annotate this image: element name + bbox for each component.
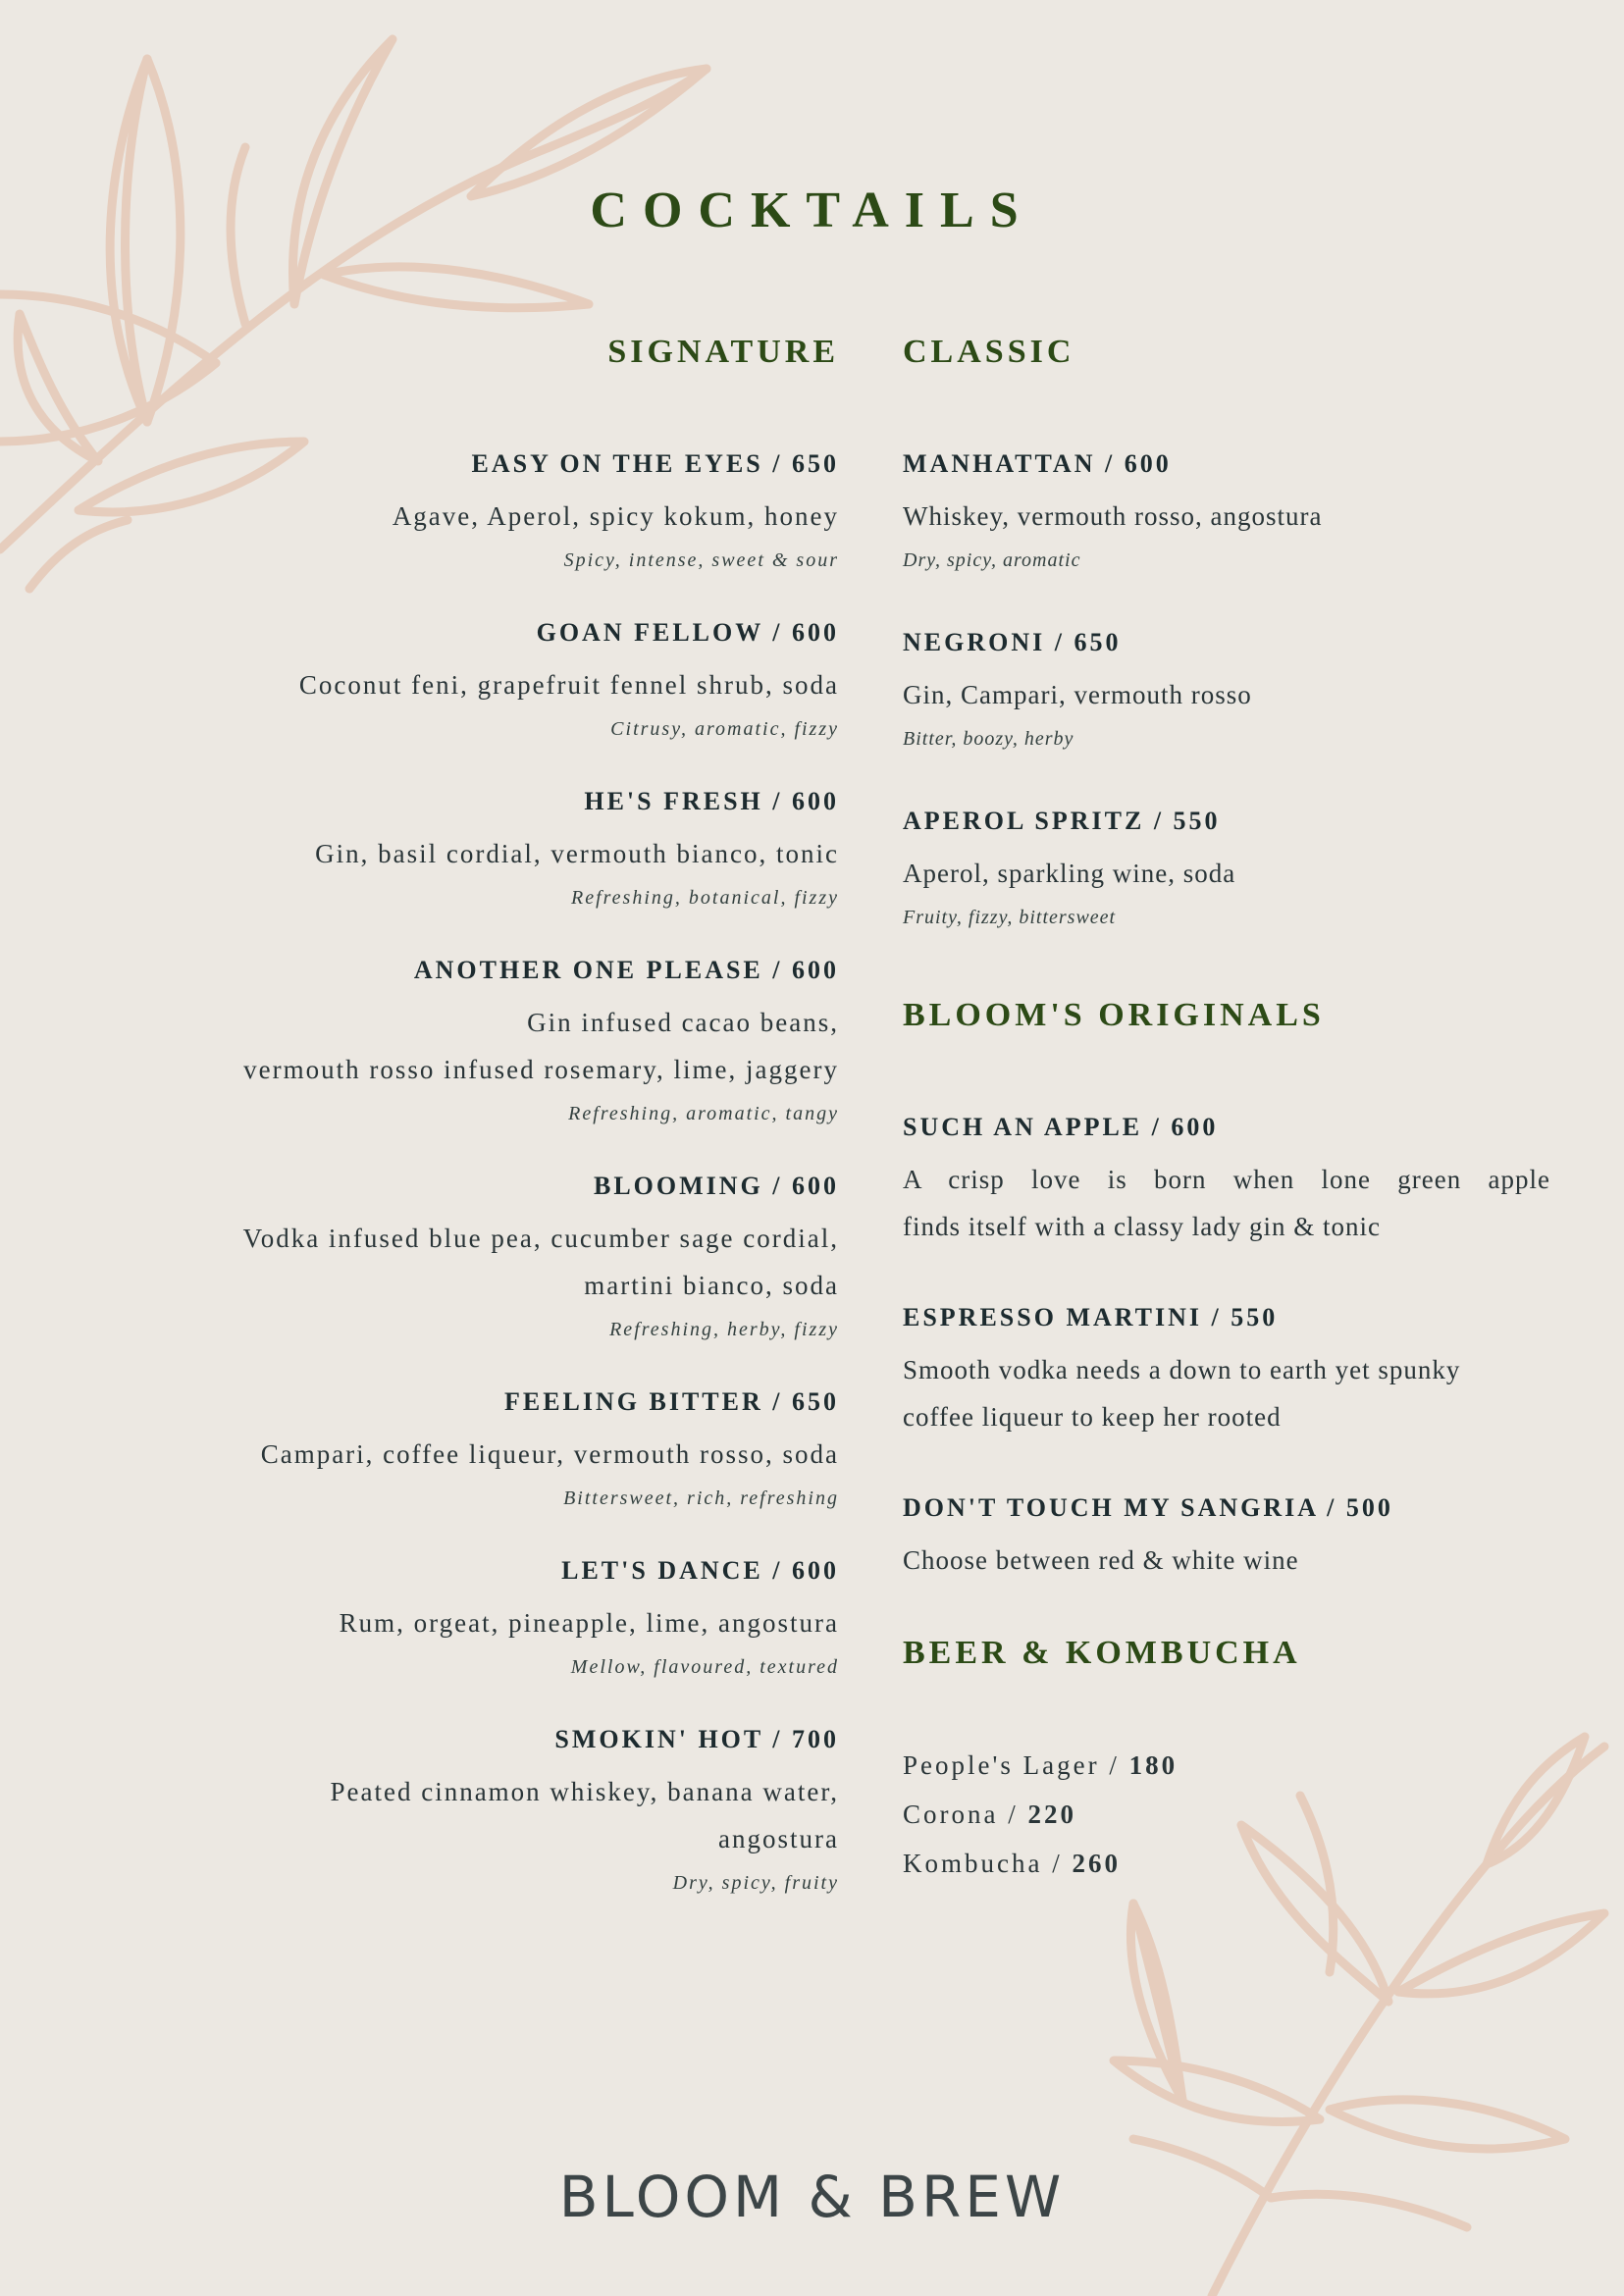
menu-item (59, 447, 839, 575)
item-description: Coconut feni, grapefruit fennel shrub, soda (298, 670, 839, 700)
menu-item (903, 626, 1570, 754)
price-separator: / (1042, 1849, 1073, 1878)
beer-name: Kombucha (903, 1849, 1043, 1878)
item-name: HE'S FRESH / 600 (584, 787, 839, 815)
item-description: Gin, Campari, vermouth rosso (903, 680, 1252, 709)
price-separator: / (1099, 1750, 1129, 1780)
menu-item (59, 954, 839, 1128)
menu-item (903, 1111, 1570, 1250)
item-description: Vodka infused blue pea, cucumber sage cordial, (242, 1224, 839, 1253)
beer-price: 180 (1128, 1750, 1179, 1780)
item-tasting-notes: Fruity, fizzy, bittersweet (903, 907, 1117, 928)
signature-section (59, 334, 839, 1939)
item-description: A crisp love is born when lone green apple (903, 1165, 1550, 1194)
item-name: MANHATTAN / 600 (903, 449, 1172, 478)
item-name: APEROL SPRITZ / 550 (903, 807, 1221, 835)
item-description: Gin infused cacao beans, (527, 1008, 839, 1037)
beer-price: 260 (1072, 1849, 1121, 1878)
signature-heading: SIGNATURE (607, 334, 839, 370)
menu-item (903, 447, 1570, 575)
item-description: Campari, coffee liqueur, vermouth rosso, soda (260, 1439, 839, 1469)
menu-item (59, 1385, 839, 1513)
item-tasting-notes: Refreshing, aromatic, tangy (568, 1103, 839, 1124)
menu-item (903, 1491, 1570, 1584)
beer-price: 220 (1027, 1800, 1076, 1829)
item-tasting-notes: Bitter, boozy, herby (903, 728, 1074, 750)
beer-item (903, 1741, 1570, 1790)
menu-item (59, 1170, 839, 1344)
item-name: BLOOMING / 600 (593, 1172, 839, 1200)
item-description: Gin, basil cordial, vermouth bianco, tonic (315, 839, 839, 868)
item-description: Smooth vodka needs a down to earth yet spunky (903, 1355, 1461, 1384)
originals-heading: BLOOM'S ORIGINALS (903, 997, 1325, 1033)
page-title: COCKTAILS (590, 182, 1034, 238)
beer-item (903, 1839, 1570, 1888)
item-description: coffee liqueur to keep her rooted (903, 1402, 1282, 1432)
item-tasting-notes: Dry, spicy, aromatic (903, 549, 1081, 571)
item-description: Rum, orgeat, pineapple, lime, angostura (339, 1608, 839, 1638)
item-name: DON'T TOUCH MY SANGRIA / 500 (903, 1493, 1393, 1522)
item-description: Choose between red & white wine (903, 1545, 1299, 1575)
beer-item (903, 1790, 1570, 1839)
item-tasting-notes: Citrusy, aromatic, fizzy (610, 718, 839, 740)
classic-heading: CLASSIC (903, 334, 1075, 370)
menu-item (59, 616, 839, 744)
item-description: Peated cinnamon whiskey, banana water, (330, 1777, 839, 1806)
beer-name: Corona (903, 1800, 999, 1829)
item-name: SUCH AN APPLE / 600 (903, 1113, 1219, 1141)
menu-item (59, 785, 839, 913)
item-name: ANOTHER ONE PLEASE / 600 (413, 956, 839, 984)
item-description: Whiskey, vermouth rosso, angostura (903, 501, 1323, 531)
item-name: LET'S DANCE / 600 (561, 1556, 839, 1585)
item-description: martini bianco, soda (584, 1271, 839, 1300)
item-description: Aperol, sparkling wine, soda (903, 859, 1236, 888)
menu-item (59, 1554, 839, 1682)
menu-item (903, 1301, 1570, 1440)
right-column (903, 334, 1570, 1888)
beer-heading: BEER & KOMBUCHA (903, 1635, 1301, 1671)
item-name: FEELING BITTER / 650 (503, 1387, 839, 1416)
brand-logo: BLOOM & BREW (558, 2164, 1066, 2230)
menu-item (59, 1723, 839, 1898)
item-name: NEGRONI / 650 (903, 628, 1122, 656)
item-description: Agave, Aperol, spicy kokum, honey (392, 501, 839, 531)
item-tasting-notes: Mellow, flavoured, textured (570, 1656, 839, 1678)
menu-item (903, 805, 1570, 932)
price-separator: / (998, 1800, 1028, 1829)
item-tasting-notes: Spicy, intense, sweet & sour (563, 549, 839, 571)
item-tasting-notes: Refreshing, botanical, fizzy (570, 887, 839, 909)
beer-name: People's Lager (903, 1750, 1100, 1780)
item-description: finds itself with a classy lady gin & tonic (903, 1212, 1381, 1241)
item-name: SMOKIN' HOT / 700 (554, 1725, 839, 1753)
item-description: angostura (718, 1824, 839, 1853)
item-name: GOAN FELLOW / 600 (536, 618, 839, 647)
item-tasting-notes: Refreshing, herby, fizzy (609, 1319, 839, 1340)
item-name: EASY ON THE EYES / 650 (471, 449, 839, 478)
item-tasting-notes: Bittersweet, rich, refreshing (563, 1487, 839, 1509)
item-name: ESPRESSO MARTINI / 550 (903, 1303, 1279, 1331)
item-description: vermouth rosso infused rosemary, lime, jaggery (243, 1055, 839, 1084)
item-tasting-notes: Dry, spicy, fruity (672, 1872, 839, 1894)
